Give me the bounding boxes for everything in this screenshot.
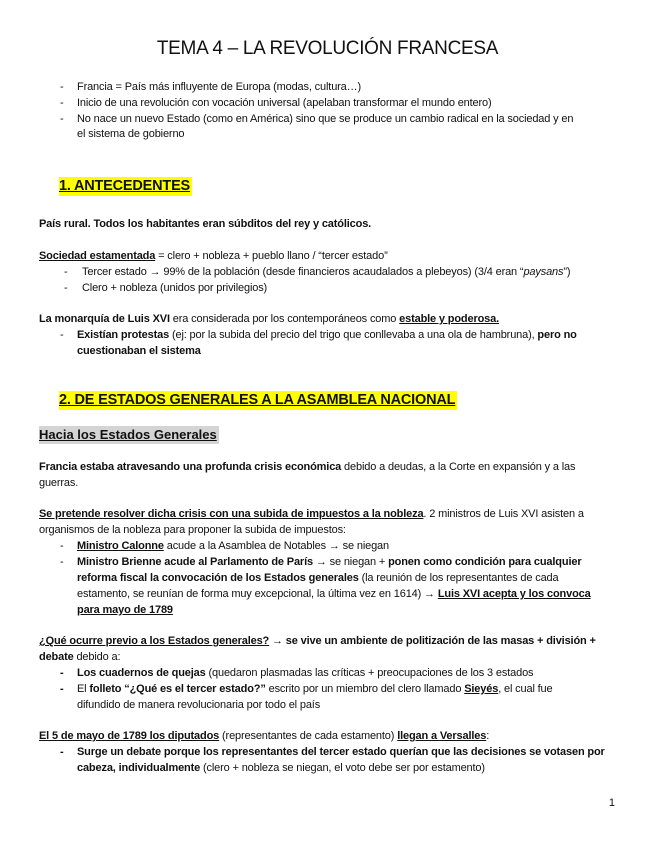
page-title: TEMA 4 – LA REVOLUCIÓN FRANCESA (156, 38, 499, 59)
s2-q1-a: Los cuadernos de quejas (77, 667, 206, 679)
s1-p2-sub1-text: Tercer estado → 99% de la población (desde financieros acaudalados a plebeyos) (3/4 eran “ (82, 266, 524, 278)
s1-p3-sub-line-1 (77, 328, 577, 342)
s2-question-line-2 (39, 650, 120, 664)
s2-q-c: debate (39, 651, 74, 663)
s2-q2-b: folleto “¿Qué es el tercer estado?” (89, 683, 266, 695)
s2-q-a: ¿Qué ocurre previo a los Estados generales? (39, 635, 270, 647)
s1-p2-sub-2: Clero + nobleza (unidos por privilegios) (82, 282, 268, 294)
s2-m2-f: estamento, se reunían de forma muy excepcional, la última vez en 1614) → (77, 588, 438, 600)
s2-m2-b: → se niegan + (312, 556, 389, 568)
s2-v-b: (representantes de cada estamento) (219, 730, 398, 742)
s2-v-c: llegan a Versalles (397, 730, 487, 742)
s2-m2-d: reforma fiscal la convocación de los Estados generales (77, 572, 359, 584)
s2-q1-b: (quedaron plasmadas las críticas + preocupaciones de los 3 estados (205, 667, 534, 679)
s2-versalles-line (39, 729, 489, 743)
s2-minister-2-line-2 (77, 571, 558, 585)
subheading-hacia-estados-generales: Hacia los Estados Generales (39, 427, 217, 442)
intro-line-2: Inicio de una revolución con vocación universal (apelaban transformar el mundo entero) (77, 97, 492, 109)
s2-minister-2-line-1 (77, 555, 581, 569)
section-1-heading-text: 1. ANTECEDENTES (59, 178, 191, 194)
s2-minister-1 (77, 539, 389, 553)
intro-line-3: No nace un nuevo Estado (como en América) sino que se produce un cambio radical en la sociedad y en (77, 113, 574, 125)
s2-p2-a: Se pretende resolver dicha crisis con una subida de impuestos a la nobleza (39, 508, 424, 520)
bullet-dash: - (60, 81, 64, 93)
s1-p2-rest: = clero + nobleza + pueblo llano / “tercer estado” (155, 250, 388, 262)
bullet-dash: - (60, 683, 64, 695)
s2-m1-a: Ministro Calonne (77, 540, 164, 552)
s2-v-d: : (486, 730, 490, 742)
s2-paragraph-1-line-2: guerras. (39, 477, 79, 489)
s2-q-b: → se vive un ambiente de politización de las masas + división + (269, 635, 596, 647)
bullet-dash: - (60, 113, 64, 125)
s1-paragraph-3 (39, 312, 499, 326)
s2-p2-b: . 2 ministros de Luis XVI asisten a (423, 508, 584, 520)
s2-p1-b: debido a deudas, a la Corte en expansión y a las (341, 461, 576, 473)
s1-p2-lead: Sociedad estamentada (39, 250, 156, 262)
s2-question-line-1 (39, 634, 596, 648)
bullet-dash: - (60, 540, 64, 552)
s2-m2-c: ponen como condición para cualquier (388, 556, 582, 568)
s1-p3-mid: era considerada por los contemporáneos como (169, 313, 400, 325)
s2-p1-a: Francia estaba atravesando una profunda crisis económica (39, 461, 342, 473)
s1-p3-lead: La monarquía de Luis XVI (39, 313, 170, 325)
s2-paragraph-1-line-1 (39, 460, 575, 474)
intro-line-4: el sistema de gobierno (77, 128, 185, 140)
s1-paragraph-1: País rural. Todos los habitantes eran súbditos del rey y católicos. (39, 218, 372, 230)
s2-m1-b: acude a la Asamblea de Notables → se niegan (163, 540, 389, 552)
s2-minister-2-line-4: para mayo de 1789 (77, 604, 173, 616)
s1-p2-sub1-end: ”) (563, 266, 571, 278)
s2-v-a: El 5 de mayo de 1789 los diputados (39, 730, 220, 742)
section-1-heading (59, 176, 192, 196)
s2-q2-a: El (77, 683, 90, 695)
s2-q2-e: , el cual fue (498, 683, 553, 695)
bullet-dash: - (60, 329, 64, 341)
s1-p3-sub-line-2: cuestionaban el sistema (77, 345, 201, 357)
s1-p2-sub1-italic: paysans (523, 266, 564, 278)
page-number: 1 (608, 797, 615, 809)
s2-versalles-item-line-2 (77, 761, 485, 775)
s1-p3-sub-a: Existían protestas (77, 329, 170, 341)
bullet-dash: - (60, 556, 64, 568)
s2-q2-c: escrito por un miembro del clero llamado (265, 683, 465, 695)
s2-paragraph-2-line-1 (39, 507, 584, 521)
s2-m2-g: Luis XVI acepta y los convoca (437, 588, 591, 600)
s2-q2-d: Sieyés (464, 683, 499, 695)
intro-line-1: Francia = País más influyente de Europa (modas, cultura…) (77, 81, 362, 93)
s2-m2-e: (la reunión de los representantes de cada (358, 572, 559, 584)
s2-q-d: debido a: (73, 651, 121, 663)
s1-paragraph-2 (39, 249, 388, 263)
s1-p3-end: estable y poderosa. (399, 313, 500, 325)
s1-p2-sub-1 (82, 265, 570, 279)
s2-paragraph-2-line-2: organismos de la nobleza para proponer la subida de impuestos: (39, 524, 346, 536)
s2-question-item-2-line-2: difundido de manera revolucionaria por todo el país (77, 699, 321, 711)
s2-versalles-item-line-1: Surge un debate porque los representantes del tercer estado querían que las decisiones se votasen por (77, 746, 605, 758)
s2-v1-c: (clero + nobleza se niegan, el voto debe ser por estamento) (200, 762, 485, 774)
s1-p3-sub-b: (ej: por la subida del precio del trigo que conllevaba a una ola de hambruna), (169, 329, 538, 341)
bullet-dash: - (64, 266, 68, 278)
s2-minister-2-line-3 (77, 587, 591, 601)
bullet-dash: - (60, 667, 64, 679)
bullet-dash: - (60, 97, 64, 109)
s2-m2-a: Ministro Brienne acude al Parlamento de París (77, 556, 313, 568)
bullet-dash: - (64, 282, 68, 294)
section-2-heading (59, 390, 457, 410)
s2-v1-b: cabeza, individualmente (77, 762, 201, 774)
s1-p3-sub-c: pero no (537, 329, 577, 341)
s2-question-item-2-line-1 (77, 682, 553, 696)
s2-question-item-1 (77, 666, 533, 680)
section-2-heading-text: 2. DE ESTADOS GENERALES A LA ASAMBLEA NACIONAL (59, 392, 456, 408)
bullet-dash: - (60, 746, 64, 758)
